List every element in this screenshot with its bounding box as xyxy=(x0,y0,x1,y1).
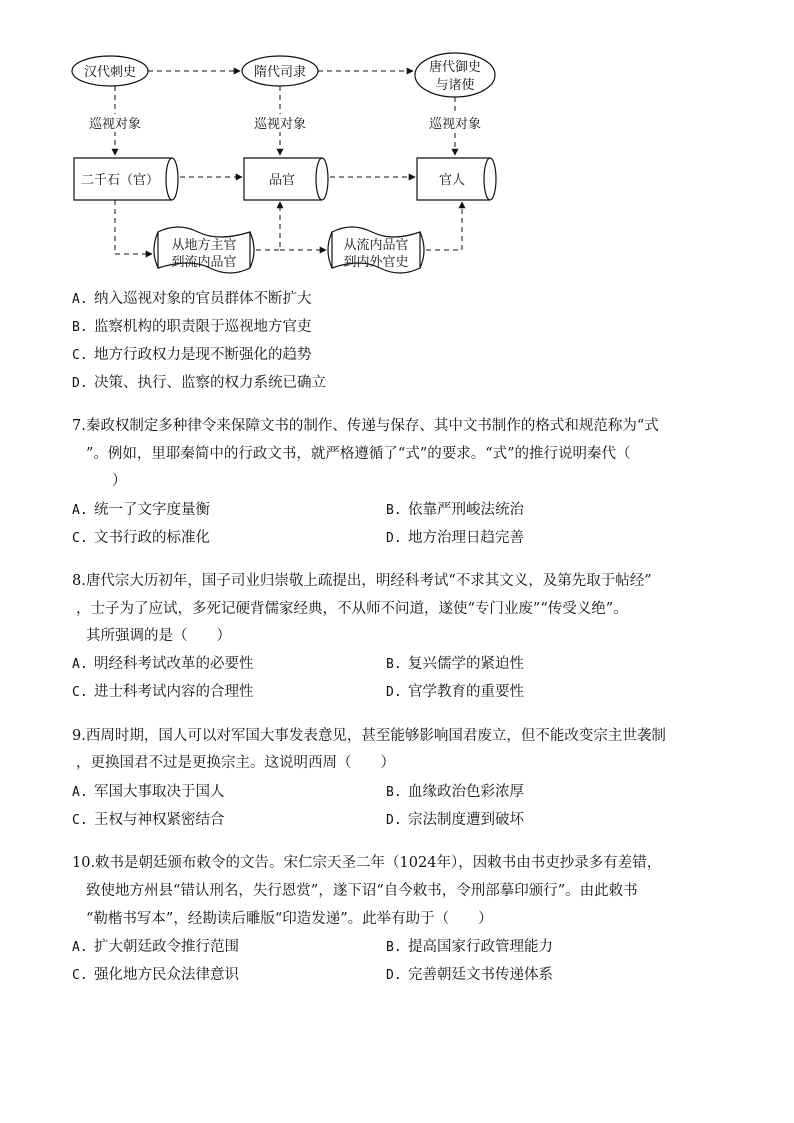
node-sui-sili xyxy=(242,56,318,86)
q10-option-d-label: D. xyxy=(386,968,402,983)
q9-option-a-text: 军国大事取决于国人 xyxy=(94,784,225,800)
arrow-flag1-to-pinguan xyxy=(256,202,280,250)
q8-option-b-text: 复兴儒学的紧迫性 xyxy=(408,656,524,672)
q8-stem-line1: 8.唐代宗大历初年，国子司业归崇敬上疏提出，明经科考试“不求其文义，及第先取于帖经” xyxy=(72,573,652,589)
node-guanren xyxy=(417,158,496,200)
q7-option-b-label: B. xyxy=(386,503,402,518)
q6-option-a-label: A. xyxy=(72,292,88,307)
edge-label-tang: 巡视对象 xyxy=(428,117,482,132)
q7-option-d-label: D. xyxy=(386,531,402,546)
flag1-label-2: 到流内品官 xyxy=(171,255,237,270)
q6-option-c-text: 地方行政权力是现不断强化的趋势 xyxy=(94,347,312,363)
node-pinguan xyxy=(244,158,328,200)
q9-option-b-text: 血缘政治色彩浓厚 xyxy=(408,784,524,800)
q7-option-a-text: 统一了文字度量衡 xyxy=(94,502,210,518)
q9-stem-line1: 9.西周时期，国人可以对军国大事发表意见，甚至能够影响国君废立，但不能改变宗主世袭制 xyxy=(72,728,666,744)
q9-option-c-label: C. xyxy=(72,813,88,828)
flag-pinguan-to-guanshi xyxy=(328,227,424,273)
node-tang-yushi xyxy=(415,53,495,97)
q9-option-d[interactable] xyxy=(386,810,524,831)
q8-option-c-text: 进士科考试内容的合理性 xyxy=(94,684,254,700)
q10-option-b[interactable] xyxy=(386,937,553,958)
q8-stem-line2: ，士子为了应试，多死记硬背儒家经典，不从师不问道，遂使“专门业废”“传受义绝”。 xyxy=(76,601,628,617)
q10-option-a-text: 扩大朝廷政令推行范围 xyxy=(94,939,239,955)
node-han-cishi xyxy=(72,56,148,86)
q7-option-b[interactable] xyxy=(386,500,524,521)
node-tang-label-1: 唐代御史 xyxy=(428,60,482,75)
q6-option-b-label: B. xyxy=(72,320,88,335)
q7-option-b-text: 依靠严刑峻法统治 xyxy=(408,502,524,518)
arrow-erqianshi-to-flag1 xyxy=(115,200,152,254)
q10-stem-line1: 10.敕书是朝廷颁布敕令的文告。宋仁宗天圣二年（1024年），因敕书由书吏抄录多有差错， xyxy=(72,855,662,871)
flag2-label-1: 从流内品官 xyxy=(343,238,409,253)
node-erqianshi xyxy=(74,158,178,200)
q6-option-a[interactable] xyxy=(72,289,312,310)
q8-option-a-label: A. xyxy=(72,657,88,672)
node-pinguan-label: 品官 xyxy=(268,173,296,188)
q7-option-c[interactable] xyxy=(72,528,210,549)
q9-option-c[interactable] xyxy=(72,810,225,831)
q6-option-c-label: C. xyxy=(72,348,88,363)
node-guanren-label: 官人 xyxy=(438,173,466,188)
q8-option-b[interactable] xyxy=(386,654,524,675)
flag1-label-1: 从地方主官 xyxy=(171,238,237,253)
node-erqianshi-label: 二千石（官） xyxy=(80,173,160,188)
q7-stem-line1: 7.秦政权制定多种律令来保障文书的制作、传递与保存、其中文书制作的格式和规范称为“式 xyxy=(72,418,659,434)
q8-option-d-text: 官学教育的重要性 xyxy=(408,684,524,700)
q6-option-c[interactable] xyxy=(72,345,312,366)
q8-option-d[interactable] xyxy=(386,682,524,703)
q9-option-a-label: A. xyxy=(72,785,88,800)
q10-option-c[interactable] xyxy=(72,965,239,986)
q10-option-a-label: A. xyxy=(72,940,88,955)
q9-stem-line2: ，更换国君不过是更换宗主。这说明西周（ ） xyxy=(76,755,395,771)
node-sui-label: 隋代司隶 xyxy=(253,65,307,80)
q10-option-c-text: 强化地方民众法律意识 xyxy=(94,967,239,983)
q10-option-b-label: B. xyxy=(386,940,402,955)
q8-option-c-label: C. xyxy=(72,685,88,700)
q7-option-d[interactable] xyxy=(386,528,524,549)
q7-option-a[interactable] xyxy=(72,500,210,521)
q7-option-d-text: 地方治理日趋完善 xyxy=(408,530,524,546)
q9-option-b-label: B. xyxy=(386,785,402,800)
q7-stem-line2: ”。例如，里耶秦简中的行政文书，就严格遵循了“式”的要求。“式”的推行说明秦代（ xyxy=(86,446,631,462)
q6-option-b[interactable] xyxy=(72,317,312,338)
q8-option-c[interactable] xyxy=(72,682,254,703)
edge-label-sui: 巡视对象 xyxy=(253,117,307,132)
q10-option-b-text: 提高国家行政管理能力 xyxy=(408,939,553,955)
q10-option-a[interactable] xyxy=(72,937,239,958)
flag-local-to-pinguan xyxy=(154,227,254,273)
flag2-label-2: 到内外官史 xyxy=(343,255,409,270)
q10-stem-line2: 致使地方州县“错认刑名，失行恩赏”，遂下诏“自今敕书，令刑部摹印颁行”。由此敕书 xyxy=(86,883,638,899)
q10-option-d-text: 完善朝廷文书传递体系 xyxy=(408,967,553,983)
q7-option-a-label: A. xyxy=(72,503,88,518)
q9-option-d-label: D. xyxy=(386,813,402,828)
arrow-flag2-to-guanren xyxy=(426,202,462,250)
q9-option-d-text: 宗法制度遭到破坏 xyxy=(408,812,524,828)
q8-option-a-text: 明经科考试改革的必要性 xyxy=(94,656,254,672)
q9-option-a[interactable] xyxy=(72,782,225,803)
q10-stem-line3: “勒楷书写本”，经勘读后雕版“印造发递”。此举有助于（ ） xyxy=(86,911,493,927)
q10-option-c-label: C. xyxy=(72,968,88,983)
q7-option-c-text: 文书行政的标准化 xyxy=(94,530,210,546)
node-tang-label-2: 与诸使 xyxy=(435,78,475,93)
q8-option-d-label: D. xyxy=(386,685,402,700)
q6-option-d-text: 决策、执行、监察的权力系统已确立 xyxy=(94,375,326,391)
q7-stem-line3: ） xyxy=(112,473,127,489)
supervision-diagram xyxy=(60,46,510,286)
q8-stem-line3: 其所强调的是（ ） xyxy=(86,628,231,644)
q6-option-d[interactable] xyxy=(72,373,326,394)
q8-option-b-label: B. xyxy=(386,657,402,672)
q7-option-c-label: C. xyxy=(72,531,88,546)
node-han-label: 汉代刺史 xyxy=(83,65,137,80)
q6-option-b-text: 监察机构的职责限于巡视地方官吏 xyxy=(94,319,312,335)
q6-option-a-text: 纳入巡视对象的官员群体不断扩大 xyxy=(94,291,312,307)
q9-option-b[interactable] xyxy=(386,782,524,803)
q8-option-a[interactable] xyxy=(72,654,254,675)
edge-label-han: 巡视对象 xyxy=(88,117,142,132)
q9-option-c-text: 王权与神权紧密结合 xyxy=(94,812,225,828)
q10-option-d[interactable] xyxy=(386,965,553,986)
q6-option-d-label: D. xyxy=(72,376,88,391)
